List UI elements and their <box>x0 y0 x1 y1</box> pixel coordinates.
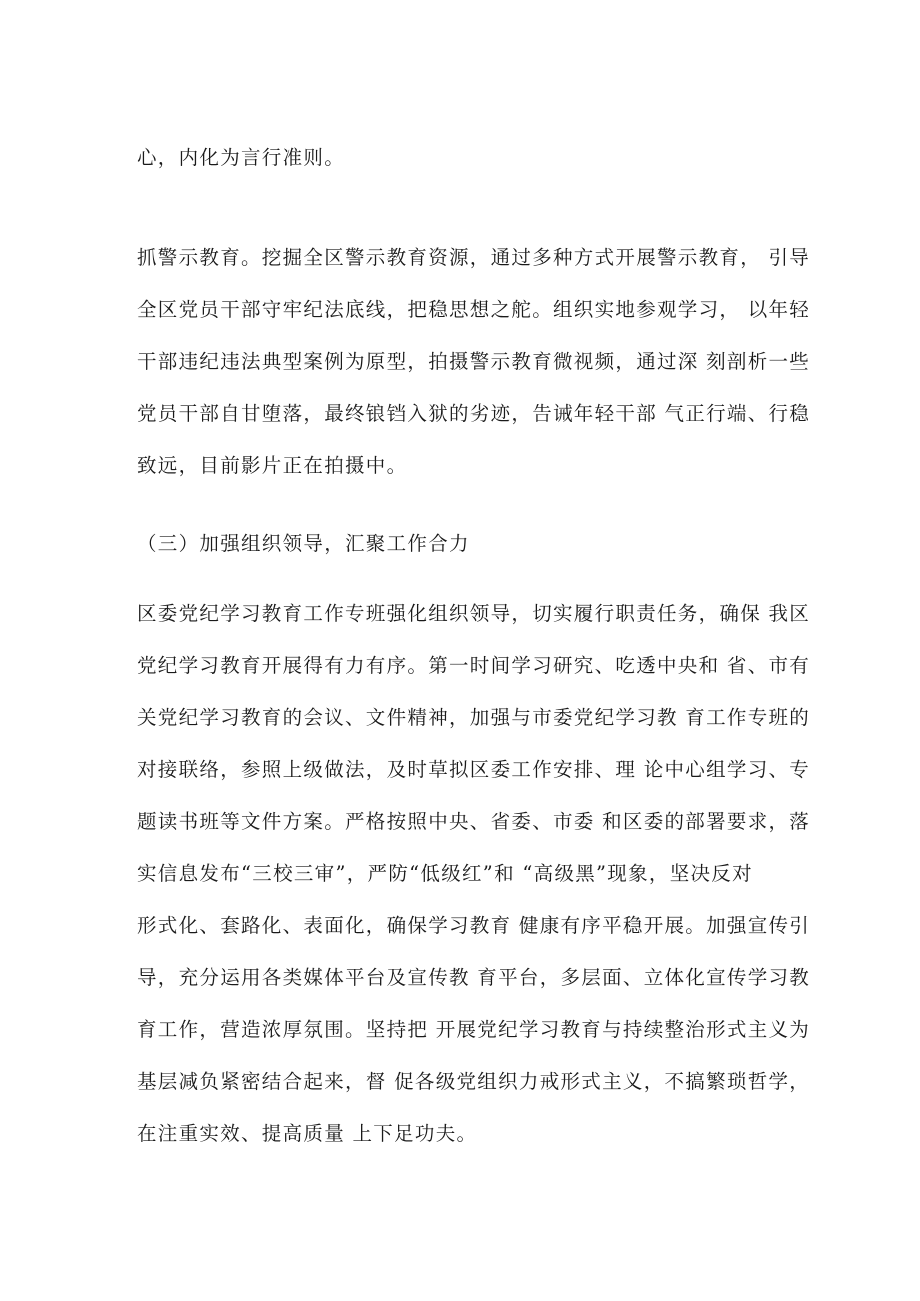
heading-text: （三）加强组织领导，汇聚工作合力 <box>137 532 470 555</box>
paragraph-organization-leadership <box>137 588 811 1160</box>
text-line: 形式化、套路化、表面化，确保学习教育 健康有序平稳开展。加强宣传引 <box>137 914 811 937</box>
text-line: 在注重实效、提高质量 上下足功夫。 <box>137 1122 478 1145</box>
text-line: 全区党员干部守牢纪法底线，把稳思想之舵。组织实地参观学习， 以年轻 <box>137 298 811 321</box>
text-line: 对接联络，参照上级做法，及时草拟区委工作安排、理 论中心组学习、专 <box>137 758 811 781</box>
text-line: 关党纪学习教育的会议、文件精神，加强与市委党纪学习教 育工作专班的 <box>137 706 811 729</box>
paragraph-warning-education <box>137 232 811 492</box>
text-line: 抓警示教育。挖掘全区警示教育资源，通过多种方式开展警示教育， 引导 <box>137 246 811 269</box>
text-line: 导，充分运用各类媒体平台及宣传教 育平台，多层面、立体化宣传学习教 <box>137 966 811 989</box>
text-line: 党员干部自甘堕落，最终锒铛入狱的劣迹，告诫年轻干部 气正行端、行稳 <box>137 402 811 425</box>
text-line: 心，内化为言行准则。 <box>137 146 346 169</box>
text-line: 题读书班等文件方案。严格按照中央、省委、市委 和区委的部署要求，落 <box>137 810 811 833</box>
text-line: 区委党纪学习教育工作专班强化组织领导，切实履行职责任务，确保 我区 <box>137 602 811 625</box>
text-line: 育工作，营造浓厚氛围。坚持把 开展党纪学习教育与持续整治形式主义为 <box>137 1018 811 1041</box>
text-line: 致远，目前影片正在拍摄中。 <box>137 454 408 477</box>
paragraph-continuation <box>137 132 797 184</box>
text-line: 干部违纪违法典型案例为原型，拍摄警示教育微视频，通过深 刻剖析一些 <box>137 350 811 373</box>
text-line: 实信息发布“三校三审”，严防“低级红”和 “高级黑”现象，坚决反对 <box>137 862 753 885</box>
text-line: 基层减负紧密结合起来，督 促各级党组织力戒形式主义，不搞繁琐哲学， <box>137 1070 811 1093</box>
text-line: 党纪学习教育开展得有力有序。第一时间学习研究、吃透中央和 省、市有 <box>137 654 811 677</box>
section-heading <box>137 518 797 570</box>
